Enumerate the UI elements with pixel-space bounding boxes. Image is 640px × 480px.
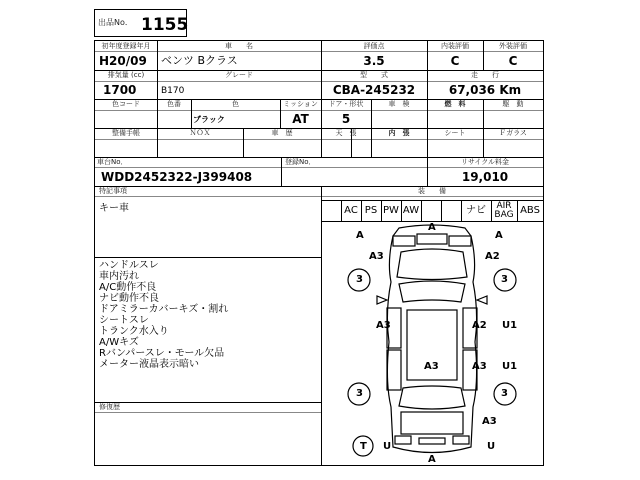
inspection-label: 車 検 [388, 100, 410, 108]
remark-item: トランク水入り [99, 326, 169, 337]
mark-tyre-t: T [360, 441, 367, 452]
remark-item: A/Wキズ [99, 337, 139, 348]
remark-item: ドアミラーカバーキズ・割れ [99, 304, 229, 315]
front-glass-label: Ｆガラス [499, 129, 527, 137]
color-code-label: 色コード [112, 100, 140, 108]
mark-tyre-u-right: U [487, 441, 496, 452]
car-name-label: 車 名 [225, 42, 253, 50]
equip-aw: AW [402, 205, 420, 216]
car-name-value: ベンツ Bクラス [161, 54, 238, 67]
recycle-fee-label: リサイクル料金 [460, 158, 510, 166]
remark-item: メーター液晶表示暗い [99, 359, 199, 370]
remark-item: Rバンパースレ・モール欠品 [99, 348, 225, 359]
mark-door-right-a: A2 [472, 320, 487, 331]
doors-label: ドア・形状 [328, 100, 364, 108]
chassis-value: WDD2452322-J399408 [101, 170, 253, 184]
remark-item: ハンドルスレ [99, 260, 159, 271]
equip-airbag: AIR BAG [494, 201, 514, 220]
mileage-value: 67,036 Km [448, 83, 522, 97]
chassis-label: 車台No． [97, 158, 128, 166]
equipment-header: 装 備 [418, 187, 446, 195]
repair-history-label: 修復歴 [99, 403, 120, 411]
equip-pw: PW [383, 205, 399, 216]
drive-label: 駆 動 [502, 100, 524, 108]
maintenance-book-label: 整備手帳 [112, 129, 140, 137]
color-number-label: 色番 [167, 100, 181, 108]
mark-rear-door-right-a: A3 [472, 361, 487, 372]
remark-item: ナビ動作不良 [99, 293, 159, 304]
mark-rear-center: A [428, 454, 436, 465]
remark-item: 車内汚れ [99, 271, 139, 282]
mark-fender-left: A3 [369, 251, 384, 262]
equip-ps: PS [364, 205, 378, 216]
exterior-grade-label: 外装評価 [499, 42, 527, 50]
interior-grade-label: 内装評価 [441, 42, 469, 50]
lot-number: 1155 [141, 15, 189, 35]
key-note: キー車 [99, 203, 129, 214]
mark-front-left: A [356, 230, 364, 241]
score-label: 評価点 [363, 42, 385, 50]
mark-wheel-rear-left: 3 [356, 388, 363, 399]
color-label: 色 [232, 100, 239, 108]
remark-item: シートスレ [99, 315, 149, 326]
car-diagram [321, 222, 543, 465]
year-label: 初年度登録年月 [101, 42, 151, 50]
year-value: H20/09 [99, 54, 147, 68]
mark-wheel-front-right: 3 [501, 274, 508, 285]
fuel-label: 燃 料 [444, 100, 466, 108]
mark-front-center: A [428, 222, 436, 233]
roof-lining-label: 天 張 [335, 129, 357, 137]
equip-abs: ABS [520, 205, 540, 216]
doors-value: 5 [341, 112, 351, 126]
mark-wheel-rear-right: 3 [501, 388, 508, 399]
equip-navi: ナビ [466, 205, 486, 216]
score-value: 3.5 [363, 54, 385, 68]
history-label: 車 歴 [271, 129, 293, 137]
model-label: 型 式 [360, 71, 388, 79]
mission-value: AT [292, 112, 309, 126]
grade-label: グレード [225, 71, 253, 79]
mark-rear-quarter: A3 [482, 416, 497, 427]
grade-value: B170 [161, 86, 185, 96]
mark-front-right: A [495, 230, 503, 241]
color-value: ブラック [193, 115, 225, 124]
registration-label: 登録No． [285, 158, 316, 166]
notes-header: 特記事項 [99, 187, 127, 195]
mark-tyre-u-left: U [383, 441, 392, 452]
displacement-value: 1700 [103, 83, 137, 97]
equipment-row [321, 200, 543, 222]
interior-grade-value: C [450, 54, 460, 68]
mark-rear-door-right-u: U1 [502, 361, 518, 372]
exterior-grade-value: C [508, 54, 518, 68]
lot-number-label: 出品No． [98, 18, 133, 27]
equip-ac: AC [344, 205, 358, 216]
mark-wheel-front-left: 3 [356, 274, 363, 285]
recycle-fee-value: 19,010 [461, 170, 509, 184]
remark-item: A/C動作不良 [99, 282, 157, 293]
interior-lining-label: 内 張 [388, 129, 410, 137]
mark-door-left: A3 [376, 320, 391, 331]
seat-label: シート [444, 129, 466, 137]
nox-label: ＮＯＸ [189, 129, 211, 137]
mark-roof: A3 [424, 361, 439, 372]
mark-fender-right: A2 [485, 251, 500, 262]
remarks-list [99, 260, 228, 370]
displacement-label: 排気量 (cc) [107, 71, 145, 79]
mileage-label: 走 行 [471, 71, 499, 79]
model-value: CBA-245232 [332, 83, 416, 97]
mission-label: ミッション [283, 100, 318, 108]
lot-number-box [94, 9, 187, 37]
mark-door-right-u: U1 [502, 320, 518, 331]
